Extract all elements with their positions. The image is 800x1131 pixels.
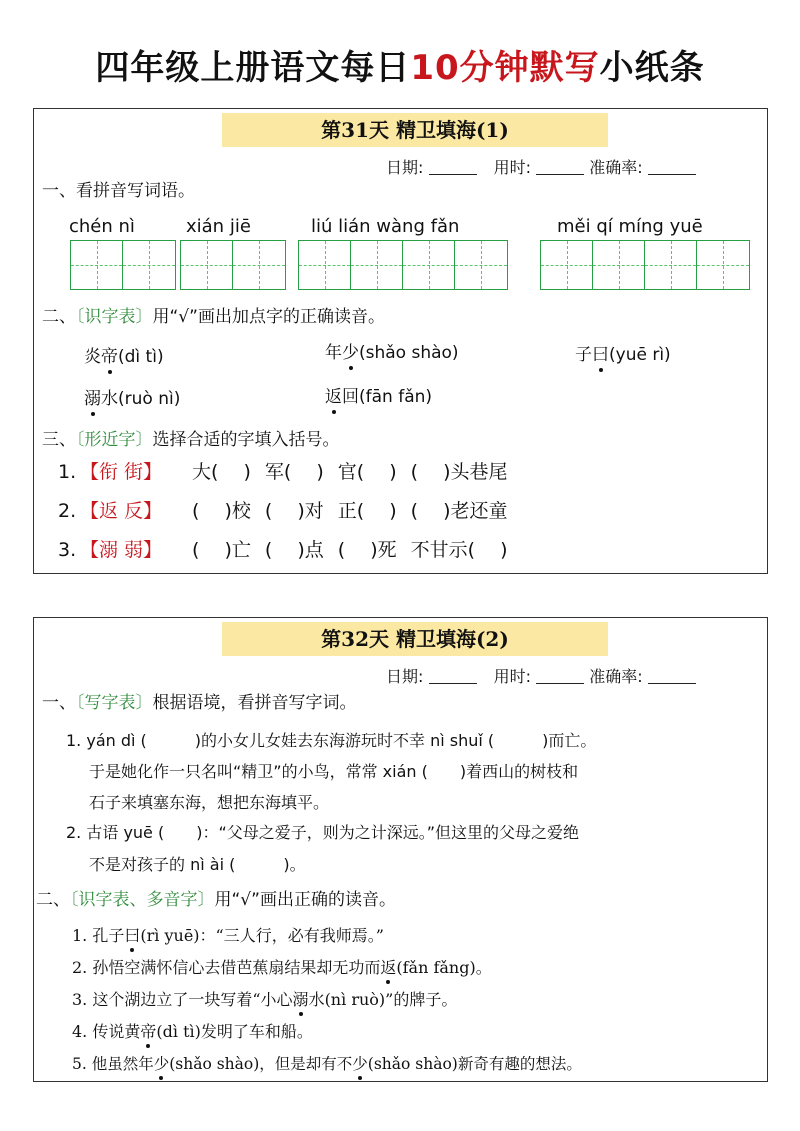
- page-title: 四年级上册语文每日10分钟默写小纸条: [95, 48, 705, 88]
- similar-char-row-1: 1. 【衔 街】 大( ) 军( ) 官( ) ( )头巷尾: [58, 461, 508, 483]
- pinyin-group-1: chén nì: [69, 216, 135, 237]
- day31-banner: 第31天 精卫填海(1): [222, 113, 608, 147]
- date-blank[interactable]: [429, 668, 477, 684]
- reading-item[interactable]: 年少(shǎo shào): [325, 343, 459, 363]
- day32-panel: [33, 617, 768, 1082]
- similar-char-row-3: 3. 【溺 弱】 ( )亡 ( )点 ( )死 不甘示( ): [58, 539, 508, 561]
- day31-meta: 日期: 用时: 准确率:: [386, 157, 696, 179]
- reading-item[interactable]: 返回(fān fǎn): [325, 387, 433, 407]
- polyphone-item[interactable]: 5. 他虽然年少(shǎo shào)，但是却有不少(shǎo shào)新奇有趣的想法。: [72, 1055, 582, 1073]
- day32-section2-title: 二、〔识字表、多音字〕用“√”画出正确的读音。: [36, 890, 396, 910]
- time-blank[interactable]: [536, 668, 584, 684]
- writing-grid-4[interactable]: [540, 240, 750, 290]
- day31-section1-title: 一、看拼音写词语。: [42, 181, 195, 201]
- writing-grid-1[interactable]: [70, 240, 176, 290]
- context-exercise-line[interactable]: 2. 古语 yuē ( )：“父母之爱子，则为之计深远。”但这里的父母之爱绝: [66, 823, 580, 842]
- day31-section2-title: 二、〔识字表〕用“√”画出加点字的正确读音。: [42, 307, 385, 327]
- accuracy-blank[interactable]: [648, 668, 696, 684]
- context-exercise-line[interactable]: 1. yán dì ( )的小女儿女娃去东海游玩时不幸 nì shuǐ ( )而亡。: [66, 731, 597, 750]
- day31-section3-title: 三、〔形近字〕选择合适的字填入括号。: [42, 430, 340, 450]
- time-blank[interactable]: [536, 159, 584, 175]
- polyphone-item[interactable]: 4. 传说黄帝(dì tì)发明了车和船。: [72, 1022, 313, 1041]
- day32-meta: 日期: 用时: 准确率:: [386, 666, 696, 688]
- day32-banner: 第32天 精卫填海(2): [222, 622, 608, 656]
- reading-item[interactable]: 炎帝(dì tì): [84, 347, 164, 367]
- pinyin-group-4: měi qí míng yuē: [557, 216, 703, 237]
- context-exercise-line[interactable]: 不是对孩子的 nì ài ( )。: [89, 855, 306, 874]
- accuracy-blank[interactable]: [648, 159, 696, 175]
- reading-item[interactable]: 溺水(ruò nì): [84, 389, 181, 409]
- context-exercise-line[interactable]: 于是她化作一只名叫“精卫”的小鸟，常常 xián ( )着西山的树枝和: [89, 762, 579, 781]
- reading-item[interactable]: 子曰(yuē rì): [575, 345, 671, 365]
- day32-section1-title: 一、〔写字表〕根据语境，看拼音写字词。: [42, 693, 357, 713]
- polyphone-item[interactable]: 3. 这个湖边立了一块写着“小心溺水(nì ruò)”的牌子。: [72, 990, 458, 1009]
- pinyin-group-3: liú lián wàng fǎn: [311, 216, 460, 237]
- context-exercise-line: 石子来填塞东海，想把东海填平。: [89, 793, 330, 812]
- writing-grid-2[interactable]: [180, 240, 286, 290]
- polyphone-item[interactable]: 1. 孔子曰(rì yuē)：“三人行，必有我师焉。”: [72, 926, 384, 945]
- date-blank[interactable]: [429, 159, 477, 175]
- similar-char-row-2: 2. 【返 反】 ( )校 ( )对 正( ) ( )老还童: [58, 500, 508, 522]
- polyphone-item[interactable]: 2. 孙悟空满怀信心去借芭蕉扇结果却无功而返(fǎn fǎng)。: [72, 958, 492, 977]
- writing-grid-3[interactable]: [298, 240, 508, 290]
- pinyin-group-2: xián jiē: [186, 216, 251, 237]
- day31-panel: [33, 108, 768, 574]
